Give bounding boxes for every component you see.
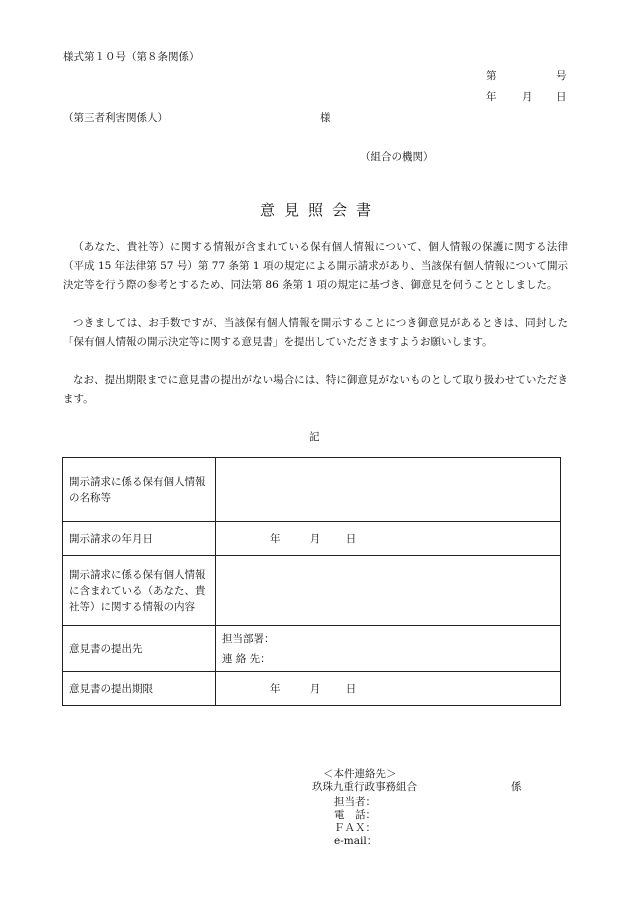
ki-label: 記	[309, 431, 320, 443]
recipient: （第三者利害関係人）	[63, 112, 168, 124]
table-row	[63, 672, 561, 706]
request-date-year: 年	[270, 533, 281, 545]
deadline-month: 月	[309, 683, 321, 695]
doc-number-suffix: 号	[556, 70, 567, 82]
sender: （組合の機関）	[360, 151, 434, 163]
contact-section-suffix: 係	[511, 781, 522, 793]
row-label-submit-to: 意見書の提出先	[63, 626, 216, 672]
deadline-year: 年	[270, 683, 281, 695]
row-value-submit-to	[216, 626, 561, 672]
row-label-info-content: 開示請求に係る保有個人情報に含まれている（あなた、貴社等）に関する情報の内容	[63, 556, 216, 626]
body-paragraph-1: （あなた、貴社等）に関する情報が含まれている保有個人情報について、個人情報の保護に関する法律（平成 15 年法律第 57 号）第 77 条第 1 項の規定による開示請求があり、当該保有個人情報について開示決定等を行う際の参考とするため、同法第 86 条第 1 項の規定に基づき、御意見を伺うこととしました。	[63, 241, 568, 291]
page-title: 意見照会書	[260, 201, 381, 219]
row-label-item-name: 開示請求に係る保有個人情報の名称等	[63, 458, 216, 522]
date-day-label: 日	[556, 91, 567, 103]
body-paragraph-3: なお、提出期限までに意見書の提出がない場合には、特に御意見がないものとして取り扱わせていただきます。	[63, 374, 568, 405]
contact-person: 担当者：	[334, 796, 376, 808]
row-value-request-date	[216, 522, 561, 556]
request-date-month: 月	[309, 533, 321, 545]
row-value-deadline	[216, 672, 561, 706]
info-table	[62, 457, 561, 706]
table-row	[63, 522, 561, 556]
contact-org: 玖珠九重行政事務組合	[312, 781, 417, 793]
submit-to-contact: 連 絡 先：	[222, 652, 271, 665]
contact-fax: ＦＡＸ：	[334, 822, 376, 834]
doc-number-prefix: 第	[486, 70, 497, 82]
row-label-deadline: 意見書の提出期限	[63, 672, 216, 706]
form-number: 様式第１０号（第８条関係）	[63, 51, 200, 63]
recipient-honorific: 様	[320, 112, 331, 124]
table-row	[63, 458, 561, 522]
body-paragraph-2: つきましては、お手数ですが、当該保有個人情報を開示することにつき御意見があるときは、同封した「保有個人情報の開示決定等に関する意見書」を提出していただきますようお願いします。	[63, 317, 568, 348]
row-label-request-date: 開示請求の年月日	[63, 522, 216, 556]
deadline-day: 日	[345, 683, 357, 695]
contact-phone: 電 話：	[334, 809, 376, 821]
date-month-label: 月	[522, 91, 533, 103]
submit-to-dept: 担当部署：	[222, 632, 275, 645]
table-row	[63, 626, 561, 672]
table-row	[63, 556, 561, 626]
contact-heading: ＜本件連絡先＞	[323, 768, 397, 780]
request-date-day: 日	[345, 533, 357, 545]
date-year-label: 年	[486, 91, 497, 103]
row-value-item-name	[216, 458, 561, 522]
row-value-info-content	[216, 556, 561, 626]
contact-email: e-mail：	[334, 835, 378, 847]
